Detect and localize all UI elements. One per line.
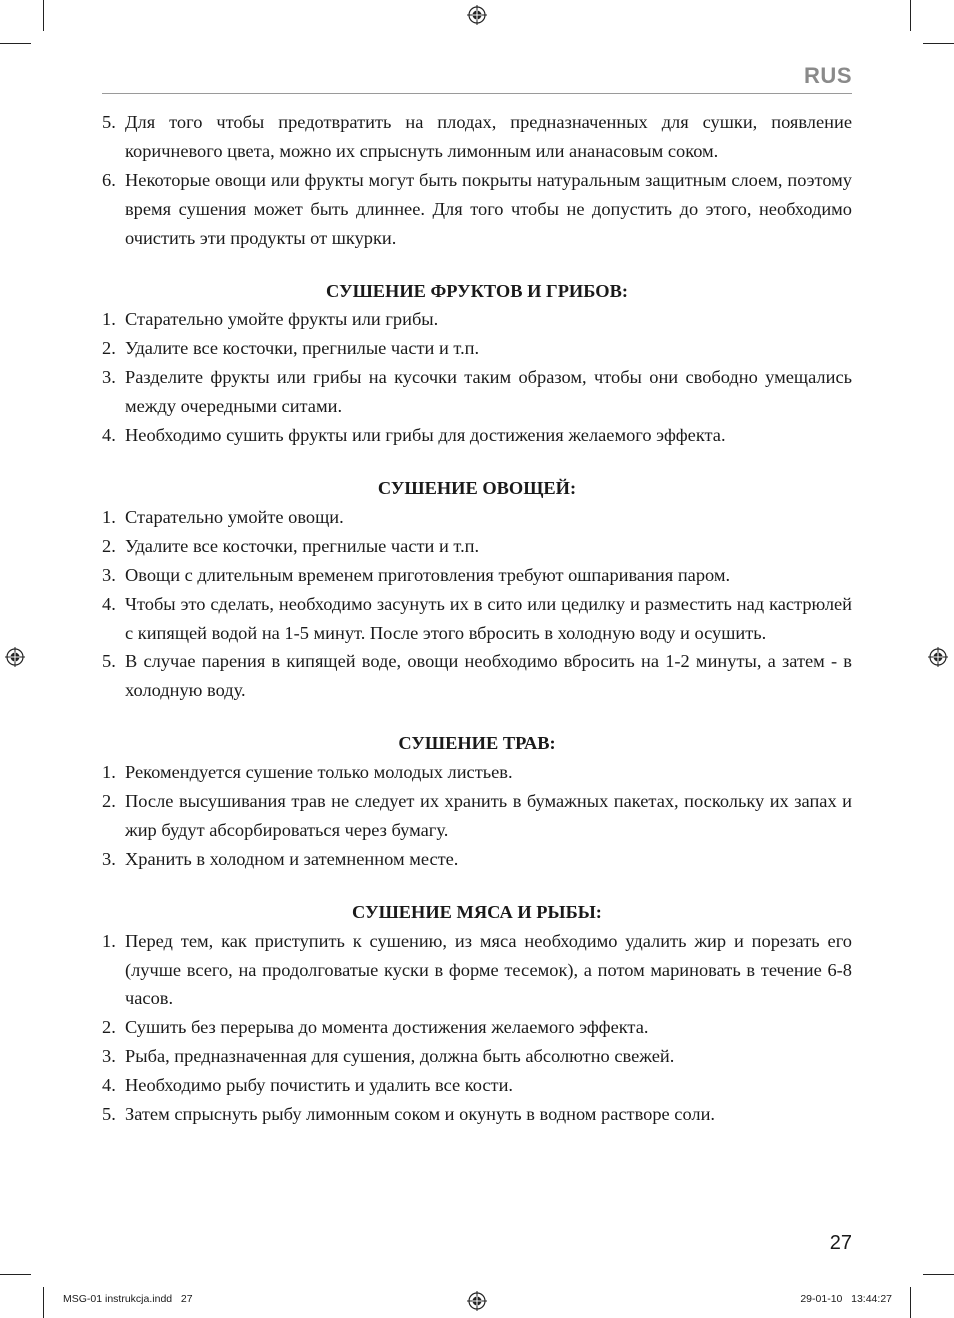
item-number: 1. (102, 309, 116, 330)
list-item (102, 166, 852, 253)
registration-mark-icon (928, 647, 948, 667)
list-item (102, 108, 852, 166)
crop-mark (43, 1287, 44, 1318)
list-item (102, 1013, 852, 1042)
crop-mark (0, 43, 31, 44)
item-number: 3. (102, 848, 116, 869)
item-number: 2. (102, 535, 116, 556)
list-item (102, 1071, 852, 1100)
item-number: 5. (102, 112, 116, 132)
item-number: 2. (102, 338, 116, 359)
herbs-list (102, 758, 852, 874)
item-number: 4. (102, 593, 116, 614)
item-text: Необходимо рыбу почистить и удалить все кости. (125, 1075, 514, 1096)
item-text: Затем спрыснуть рыбу лимонным соком и окунуть в водном растворе соли. (125, 1104, 716, 1125)
fruits-list (102, 305, 852, 450)
item-text: В случае парения в кипящей воде, овощи необходимо вбросить на 1-2 минуты, а затем - в холодную воду. (125, 651, 852, 701)
meat-fish-list (102, 927, 852, 1129)
list-item (102, 421, 852, 450)
section-heading-herbs: СУШЕНИЕ ТРАВ: (398, 733, 556, 754)
item-number: 2. (102, 791, 116, 812)
registration-mark-icon (467, 5, 487, 25)
item-number: 4. (102, 1075, 116, 1096)
list-item (102, 758, 852, 787)
item-number: 5. (102, 1104, 116, 1125)
item-text: Некоторые овощи или фрукты могут быть покрыты натуральным защитным слоем, поэтому время сушения может быть длиннее. Для того чтобы не допустить до этого, необходимо очистить эти продукты от шкурки. (125, 169, 852, 248)
item-number: 3. (102, 564, 116, 585)
registration-mark-icon (5, 647, 25, 667)
item-text: Удалите все косточки, прегнилые части и т.п. (125, 338, 480, 359)
intro-list (102, 108, 852, 253)
item-text: Необходимо сушить фрукты или грибы для достижения желаемого эффекта. (125, 425, 726, 446)
crop-mark (43, 0, 44, 31)
item-text: Хранить в холодном и затемненном месте. (125, 848, 459, 869)
list-item (102, 647, 852, 705)
list-item (102, 532, 852, 561)
list-item (102, 363, 852, 421)
item-number: 3. (102, 1046, 116, 1067)
crop-mark (923, 43, 954, 44)
list-item (102, 561, 852, 590)
list-item (102, 590, 852, 648)
item-number: 4. (102, 425, 116, 446)
item-text: Перед тем, как приступить к сушению, из мяса необходимо удалить жир и порезать его (лучше всего, на продолговатые куски в форме тесемок), а потом мариновать в течение 6-8 часов. (125, 930, 852, 1009)
crop-mark (910, 0, 911, 31)
item-text: Чтобы это сделать, необходимо засунуть их в сито или цедилку и разместить над кастрюлей с кипящей водой на 1-5 минут. После этого вбросить в холодную воду и осушить. (125, 593, 852, 643)
crop-mark (0, 1274, 31, 1275)
section-heading-meat-fish: СУШЕНИЕ МЯСА И РЫБЫ: (352, 901, 602, 922)
document-body (102, 108, 852, 1129)
item-number: 3. (102, 367, 116, 388)
item-text: После высушивания трав не следует их хранить в бумажных пакетах, поскольку их запах и жир будут абсорбироваться через бумагу. (125, 791, 852, 840)
list-item (102, 787, 852, 845)
list-item (102, 1100, 852, 1129)
vegetables-list (102, 503, 852, 705)
item-text: Удалите все косточки, прегнилые части и т.п. (125, 535, 480, 556)
item-text: Для того чтобы предотвратить на плодах, предназначенных для сушки, появление коричневого цвета, можно их спрыснуть лимонным или ананасовым соком. (125, 112, 852, 161)
section-heading-fruits: СУШЕНИЕ ФРУКТОВ И ГРИБОВ: (326, 280, 628, 301)
list-item (102, 334, 852, 363)
page-number: 27 (829, 1232, 852, 1254)
item-text: Рыба, предназначенная для сушения, должна быть абсолютно свежей. (125, 1046, 675, 1067)
header-divider (102, 93, 852, 94)
item-number: 6. (102, 169, 116, 190)
item-text: Старательно умойте фрукты или грибы. (125, 309, 439, 330)
registration-mark-icon (467, 1291, 487, 1311)
item-text: Старательно умойте овощи. (125, 506, 344, 527)
item-number: 2. (102, 1017, 116, 1038)
language-label: RUS (804, 63, 852, 88)
item-number: 5. (102, 651, 116, 672)
item-number: 1. (102, 762, 116, 783)
file-slug: MSG-01 instrukcja.indd 27 (63, 1293, 193, 1305)
section-heading-vegetables: СУШЕНИЕ ОВОЩЕЙ: (377, 477, 577, 498)
item-number: 1. (102, 930, 116, 951)
list-item (102, 1042, 852, 1071)
list-item (102, 845, 852, 874)
crop-mark (910, 1287, 911, 1318)
list-item (102, 503, 852, 532)
item-text: Разделите фрукты или грибы на кусочки таким образом, чтобы они свободно умещались между очередными ситами. (125, 367, 852, 417)
item-number: 1. (102, 506, 116, 527)
item-text: Овощи с длительным временем приготовления требуют ошпаривания паром. (125, 564, 731, 585)
item-text: Сушить без перерыва до момента достижения желаемого эффекта. (125, 1017, 649, 1038)
list-item (102, 927, 852, 1014)
item-text: Рекомендуется сушение только молодых листьев. (125, 762, 513, 783)
list-item (102, 305, 852, 334)
date-slug: 29-01-10 13:44:27 (800, 1293, 892, 1305)
crop-mark (923, 1274, 954, 1275)
